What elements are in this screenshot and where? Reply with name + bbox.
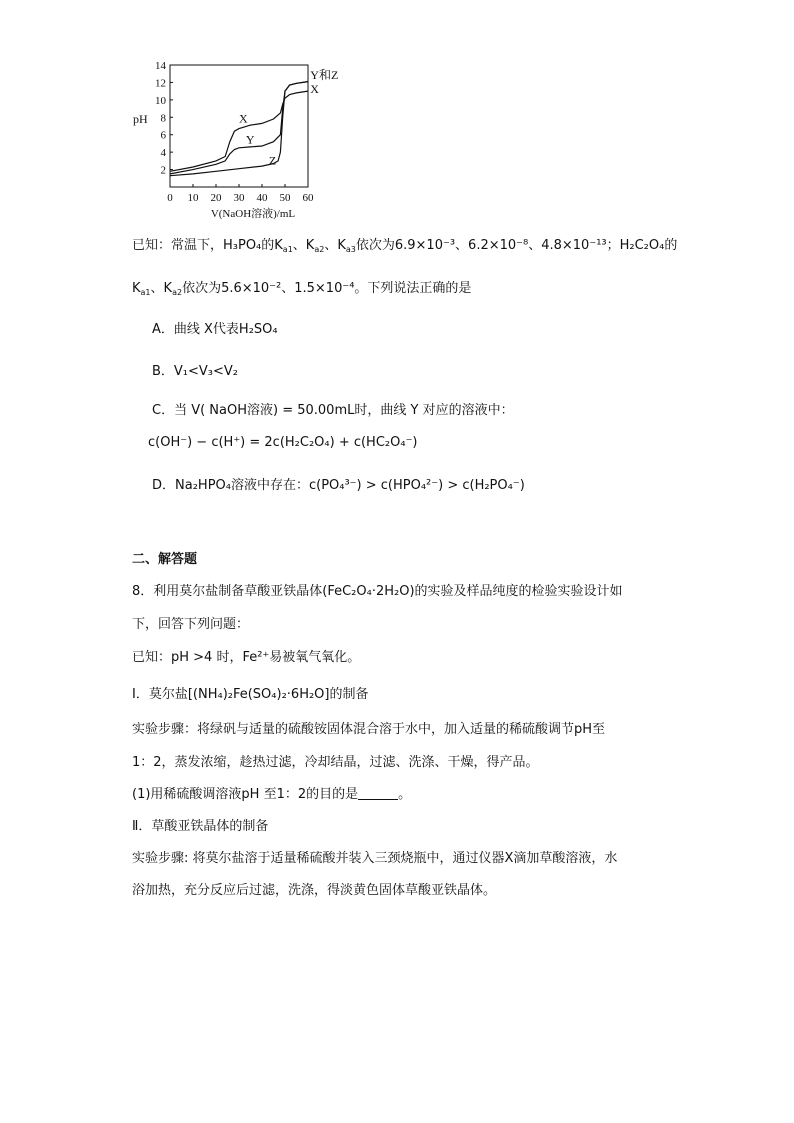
option-a: A．曲线 X代表H₂SO₄ (152, 322, 278, 337)
known-line-1: 已知：常温下，H₃PO₄的$K_{a1}$、$K_{a2}$、$K_{a3}$依次为6.9×10⁻³、6.2×10⁻⁸、4.8×10⁻¹³；H₂C₂O₄的 (132, 238, 678, 254)
part-2-heading: Ⅱ．草酸亚铁晶体的制备 (132, 819, 269, 834)
option-b: B．V₁<V₃<V₂ (152, 364, 239, 379)
question-1: (1)用稀硫酸调溶液pH 至1：2的目的是 。 (132, 787, 412, 802)
x-tick-label: 50 (279, 192, 291, 204)
known-line-3: 已知：pH >4 时，Fe²⁺易被氧气氧化。 (132, 650, 361, 665)
curve-annotation: Z (268, 153, 277, 168)
x-tick-label: 60 (302, 192, 314, 204)
known-line-2: $K_{a1}$、$K_{a2}$依次为5.6×10⁻²、1.5×10⁻⁴。下列说法正确的是 (132, 281, 472, 297)
step-1-line-2: 1：2，蒸发浓缩，趁热过滤，冷却结晶，过滤、洗涤、干燥，得产品。 (132, 755, 539, 770)
x-tick-label: 40 (256, 192, 268, 204)
titration-chart (130, 55, 360, 230)
option-c: C．当 V( NaOH溶液) = 50.00mL时，曲线 Y 对应的溶液中： (152, 403, 514, 418)
y-tick-label: 4 (160, 147, 166, 160)
x-axis-label: V(NaOH溶液)/mL (210, 208, 296, 220)
curve-annotation: Y (245, 132, 255, 147)
x-tick-label: 20 (210, 192, 222, 204)
question-8-line-1: 8．利用莫尔盐制备草酸亚铁晶体(FeC₂O₄·2H₂O)的实验及样品纯度的检验实验设计如 (132, 584, 623, 599)
step-1-line-1: 实验步骤：将绿矾与适量的硫酸铵固体混合溶于水中，加入适量的稀硫酸调节pH至 (132, 722, 606, 737)
question-8-line-2: 下，回答下列问题： (132, 617, 250, 632)
x-tick-label: 10 (187, 192, 199, 204)
step-2-line-2: 浴加热，充分反应后过滤，洗涤，得淡黄色固体草酸亚铁晶体。 (132, 883, 497, 898)
series-line-y (170, 82, 308, 174)
x-tick-label: 30 (233, 192, 245, 204)
curve-annotation: Y和Z (310, 67, 339, 82)
step-2-line-1: 实验步骤: 将莫尔盐溶于适量稀硫酸并装入三颈烧瓶中，通过仪器X滴加草酸溶液，水 (132, 851, 618, 866)
option-d: D．Na₂HPO₄溶液中存在：c(PO₄³⁻) > c(HPO₄²⁻) > c(H₂PO₄⁻) (152, 478, 525, 493)
option-c-equation: c(OH⁻) − c(H⁺) = 2c(H₂C₂O₄) + c(HC₂O₄⁻) (148, 435, 418, 450)
y-tick-label: 2 (160, 164, 166, 177)
part-1-heading: Ⅰ．莫尔盐[(NH₄)₂Fe(SO₄)₂·6H₂O]的制备 (132, 687, 369, 702)
curve-annotation: X (310, 81, 319, 96)
x-tick-label: 0 (167, 192, 173, 204)
curve-annotation: X (239, 111, 248, 126)
y-tick-label: 10 (155, 94, 166, 107)
y-tick-label: 14 (155, 60, 166, 72)
section-heading: 二、解答题 (132, 552, 198, 567)
y-tick-label: 6 (160, 129, 166, 142)
y-tick-label: 8 (160, 112, 166, 125)
y-axis-label: pH (133, 112, 148, 126)
answer-blank[interactable] (358, 785, 398, 800)
series-line-x (170, 91, 308, 171)
y-tick-label: 12 (155, 77, 166, 90)
